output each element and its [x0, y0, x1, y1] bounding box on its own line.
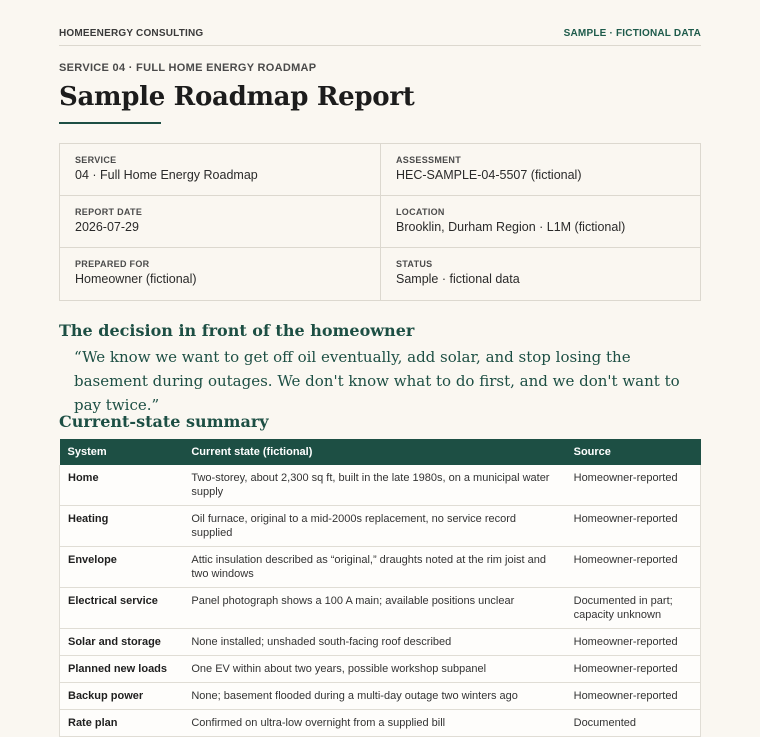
table-row	[60, 588, 701, 629]
column-header-current-state: Current state (fictional)	[183, 439, 565, 465]
column-header-system: System	[60, 439, 184, 465]
cell-system: Heating	[60, 506, 184, 547]
table-row	[60, 629, 701, 656]
cell-system: Rate plan	[60, 710, 184, 737]
cell-source: Homeowner-reported	[566, 629, 701, 656]
table-row	[60, 710, 701, 737]
table-row	[60, 465, 701, 506]
table-header-row	[60, 439, 701, 465]
table-row	[60, 683, 701, 710]
table-row	[60, 656, 701, 683]
cell-state: Confirmed on ultra-low overnight from a supplied bill	[183, 710, 565, 737]
top-bar	[59, 28, 701, 46]
cell-source: Documented	[566, 710, 701, 737]
decision-heading: The decision in front of the homeowner	[59, 321, 415, 340]
cell-system: Backup power	[60, 683, 184, 710]
meta-label: ASSESSMENT	[396, 155, 462, 165]
column-header-source: Source	[566, 439, 701, 465]
meta-row	[60, 144, 700, 196]
meta-report-date	[60, 196, 380, 247]
meta-value: 04 · Full Home Energy Roadmap	[75, 168, 258, 182]
meta-value: Brooklin, Durham Region · L1M (fictional)	[396, 220, 626, 234]
cell-system: Solar and storage	[60, 629, 184, 656]
cell-system: Electrical service	[60, 588, 184, 629]
meta-location	[380, 196, 700, 247]
cell-state: Panel photograph shows a 100 A main; available positions unclear	[183, 588, 565, 629]
meta-service	[60, 144, 380, 195]
brand-name: HOMEENERGY CONSULTING	[59, 28, 204, 39]
cell-state: One EV within about two years, possible workshop subpanel	[183, 656, 565, 683]
homeowner-quote: “We know we want to get off oil eventually, add solar, and stop losing the basement during outages. We don't know what to do first, and we don't want to pay twice.”	[74, 348, 680, 414]
meta-assessment	[380, 144, 700, 195]
table-row	[60, 547, 701, 588]
current-state-table	[59, 439, 701, 737]
cell-state: Oil furnace, original to a mid-2000s replacement, no service record supplied	[183, 506, 565, 547]
meta-prepared-for	[60, 248, 380, 300]
meta-label: LOCATION	[396, 207, 445, 217]
page-title: Sample Roadmap Report	[59, 82, 415, 112]
meta-label: REPORT DATE	[75, 207, 143, 217]
title-underline	[59, 122, 161, 124]
cell-source: Homeowner-reported	[566, 506, 701, 547]
meta-value: Sample · fictional data	[396, 272, 520, 286]
meta-row	[60, 196, 700, 248]
meta-value: HEC-SAMPLE-04-5507 (fictional)	[396, 168, 582, 182]
cell-system: Envelope	[60, 547, 184, 588]
meta-value: Homeowner (fictional)	[75, 272, 197, 286]
cell-source: Homeowner-reported	[566, 656, 701, 683]
meta-value: 2026-07-29	[75, 220, 139, 234]
cell-state: None installed; unshaded south-facing roof described	[183, 629, 565, 656]
table-row	[60, 506, 701, 547]
cell-state: Two-storey, about 2,300 sq ft, built in the late 1980s, on a municipal water supply	[183, 465, 565, 506]
sample-tag: SAMPLE · FICTIONAL DATA	[563, 28, 701, 39]
cell-state: Attic insulation described as “original,” draughts noted at the rim joist and two windows	[183, 547, 565, 588]
meta-label: PREPARED FOR	[75, 259, 150, 269]
report-meta-grid	[59, 143, 701, 301]
meta-status	[380, 248, 700, 300]
cell-source: Homeowner-reported	[566, 683, 701, 710]
meta-label: SERVICE	[75, 155, 117, 165]
service-eyebrow: SERVICE 04 · FULL HOME ENERGY ROADMAP	[59, 62, 317, 74]
cell-source: Documented in part; capacity unknown	[566, 588, 701, 629]
meta-label: STATUS	[396, 259, 433, 269]
cell-state: None; basement flooded during a multi-day outage two winters ago	[183, 683, 565, 710]
cell-system: Home	[60, 465, 184, 506]
summary-heading: Current-state summary	[59, 412, 269, 431]
cell-system: Planned new loads	[60, 656, 184, 683]
cell-source: Homeowner-reported	[566, 547, 701, 588]
cell-source: Homeowner-reported	[566, 465, 701, 506]
meta-row	[60, 248, 700, 300]
